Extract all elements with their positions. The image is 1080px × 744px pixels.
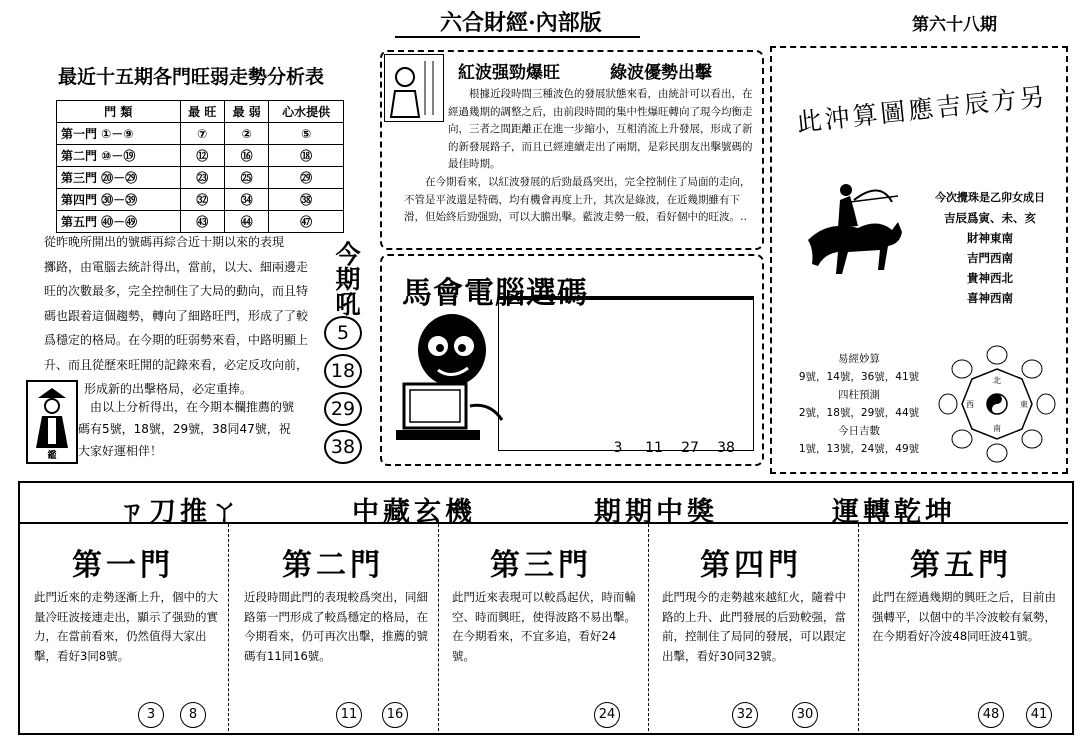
column-divider: [228, 524, 229, 731]
gate-number: 16: [382, 702, 408, 728]
gate-text: 此門現今的走勢越來越紅火，隨着中路的上升、此門發展的后勁較强，當前，控制住了局同的發展，可以跟定出擊，看好30同32號。: [662, 590, 846, 663]
picks-numbers: [600, 440, 744, 456]
text-line: 今次攪珠是乙卯女成日: [935, 191, 1045, 204]
gate-text: 此門在經過幾期的興旺之后，目前由强轉平，以個中的半冷波較有氣勢，在今期看好冷波48同旺波41號。: [872, 590, 1056, 643]
jinqi-title: 今期吼: [332, 240, 361, 316]
max-cell: ㊸: [180, 211, 224, 233]
min-cell: ㉞: [224, 189, 268, 211]
issue-number: 第六十八期: [912, 15, 997, 35]
text-line: 財神東南: [967, 231, 1013, 245]
col-header: 門 類: [57, 101, 181, 123]
text-line: 貴神西北: [967, 271, 1013, 285]
text-line: 大家好運相伴！: [78, 444, 163, 458]
table-row: [57, 189, 344, 211]
gate-number: 41: [1026, 702, 1052, 728]
picks-panel: [498, 296, 754, 451]
tip-cell: ㉙: [269, 167, 344, 189]
monk-figure-icon: [384, 54, 444, 122]
gate-label: 第四門 ㉚－㊴: [57, 189, 181, 211]
col-header: 心水提供: [269, 101, 344, 123]
gate-title: 第五門: [910, 548, 1012, 583]
text-line: 吉辰爲寅、未、亥: [944, 211, 1036, 225]
table-row: [57, 145, 344, 167]
text-line: 旺的次數最多，完全控制住了大局的動向，而且特: [44, 284, 309, 298]
max-cell: ㉓: [180, 167, 224, 189]
sage-figure-icon: [26, 380, 78, 464]
gate-number: 48: [978, 702, 1004, 728]
text-line: 喜神西南: [967, 291, 1013, 305]
bottom-header: 期期中獎: [594, 497, 718, 528]
wave-paragraph-2: [404, 174, 754, 227]
text-line: 吉門西南: [967, 251, 1013, 265]
horse-rider-icon: [788, 170, 918, 294]
gate-label: 第一門 ①－⑨: [57, 123, 181, 145]
bottom-header: 運轉乾坤: [832, 497, 956, 528]
recommendation-paragraph: [78, 396, 318, 462]
gate-text: 近段時間此門的表現較爲突出，同細路第一門形成了較爲穩定的格局，在今期看來，仍可再次出擊，推薦的號碼有11同16號。: [244, 590, 428, 663]
tip-cell: ㊼: [269, 211, 344, 233]
text-line: 形成新的出擊格局，必定重捧。: [84, 382, 253, 396]
computer-picks-title: 馬會電腦選碼: [402, 276, 588, 311]
jinqi-number: 18: [324, 354, 362, 388]
tip-cell: ⑱: [269, 145, 344, 167]
svg-text:鑑: 鑑: [47, 451, 57, 461]
table-row: [57, 123, 344, 145]
fortune-info: [920, 188, 1060, 308]
min-cell: ②: [224, 123, 268, 145]
text-line: 由以上分析得出，在今期本欄推薦的號: [90, 400, 295, 414]
tip-cell: ㊳: [269, 189, 344, 211]
max-cell: ⑦: [180, 123, 224, 145]
wave-paragraph-1: [448, 86, 754, 174]
text-line: 今日吉數: [838, 425, 880, 437]
column-divider: [438, 524, 439, 731]
text-line: 升、而且從歷來旺開的記錄來看，必定反攻向前，: [44, 357, 309, 372]
gate-number: 24: [594, 702, 620, 728]
text-line: 擲路，由電腦去統計得出，當前，以大、細兩邊走: [44, 259, 309, 274]
jinqi-number: 29: [324, 392, 362, 426]
calligraphy-heading: 此沖算圖應吉辰方另: [795, 81, 1049, 138]
pick-number: 3: [613, 440, 623, 456]
bagua-compass-icon: [938, 345, 1056, 467]
gate-title: 第二門: [282, 548, 384, 583]
compass-label: 南: [993, 424, 1001, 433]
yijing-block: [784, 350, 934, 458]
text-block: 在今期看來，以紅波發展的后勁最爲突出，完全控制住了局面的走向，不管是平波還是特碼，均有機會再度上升，其次是綠波，在近幾期雖有下滑，但始終后勁强勁，可以大膽出擊。藍波走勢一般，看好個中的旺波。‥: [404, 176, 751, 223]
col-header: 最 旺: [180, 101, 224, 123]
gate-label: 第三門 ⑳－㉙: [57, 167, 181, 189]
gate-text: 此門近來的走勢逐漸上升，個中的大量冷旺波接連走出，顯示了强勁的實力，在當前看來，仍然值得大家出擊，看好3同8號。: [34, 590, 218, 663]
text-line: 四柱預測: [838, 389, 880, 401]
gate-number: 30: [792, 702, 818, 728]
jinqi-number: 38: [324, 430, 362, 464]
cartoon-computer-icon: [390, 310, 510, 454]
bottom-header: ㄗ刀推ㄚ: [118, 497, 242, 528]
min-cell: ⑯: [224, 145, 268, 167]
text-line: 從昨晚所開出的號碼再綜合近十期以來的表現: [44, 235, 285, 249]
tip-cell: ⑤: [269, 123, 344, 145]
text-line: 碼也跟着這個趨勢，轉向了細路旺門，形成了了較: [44, 308, 309, 323]
jinqi-number: 5: [324, 316, 362, 350]
pick-number: 11: [645, 440, 663, 456]
text-line: 碼有5號，18號，29號，38同47號，祝: [78, 422, 291, 436]
gate-title: 第四門: [700, 548, 802, 583]
max-cell: ㉜: [180, 189, 224, 211]
header-divider: [20, 522, 1068, 524]
compass-label: 北: [993, 376, 1001, 385]
pick-number: 38: [717, 440, 735, 456]
col-header: 最 弱: [224, 101, 268, 123]
max-cell: ⑫: [180, 145, 224, 167]
min-cell: ㊹: [224, 211, 268, 233]
gate-label: 第五門 ㊵－㊾: [57, 211, 181, 233]
gate-number: 3: [138, 702, 164, 728]
gate-number: 8: [180, 702, 206, 728]
text-line: 易經妙算: [838, 353, 880, 365]
text-line: 爲穩定的格局。在今期的旺弱勢來看，中路明顯上: [44, 333, 309, 347]
gate-title: 第一門: [72, 548, 174, 583]
gate-number: 32: [732, 702, 758, 728]
text-line: 9號，14號，36號，41號: [798, 371, 920, 383]
gate-number: 11: [336, 702, 362, 728]
text-block: 根據近段時間三種波色的發展狀態來看，由統計可以看出，在經過幾期的調整之后，由前段時間的集中性爆旺轉向了現今均衡走向，三者之間距離正在進一步縮小，互相消流上升發展，形成了新的新發展路子，而且已經連續走出了兩期，是彩民朋友出擊號碼的最佳時期。: [448, 88, 753, 170]
column-divider: [648, 524, 649, 731]
gate-text: 此門近來表現可以較爲起伏，時而輪空、時而興旺，使得波路不易出擊。在今期看來，不宜多追，看好24號。: [452, 590, 636, 663]
gate-title: 第三門: [490, 548, 592, 583]
gate-label: 第二門 ⑩－⑲: [57, 145, 181, 167]
pick-number: 27: [681, 440, 699, 456]
green-wave-heading: 綠波優勢出擊: [610, 63, 712, 83]
analysis-table: [56, 100, 344, 233]
table-row: [57, 167, 344, 189]
column-divider: [858, 524, 859, 731]
bottom-header: 中藏玄機: [352, 497, 476, 528]
compass-label: 東: [1020, 400, 1028, 409]
red-wave-heading: 紅波强勁爆旺: [458, 63, 560, 83]
min-cell: ㉕: [224, 167, 268, 189]
text-line: 2號，18號，29號，44號: [798, 407, 920, 419]
analysis-paragraph: [44, 230, 314, 402]
text-line: 1號，13號，24號，49號: [798, 443, 920, 455]
analysis-title: 最近十五期各門旺弱走勢分析表: [58, 66, 325, 88]
compass-label: 西: [966, 400, 974, 409]
title-underline: [395, 36, 640, 38]
table-header-row: [57, 101, 344, 123]
publication-title: 六合財經·內部版: [440, 10, 602, 36]
